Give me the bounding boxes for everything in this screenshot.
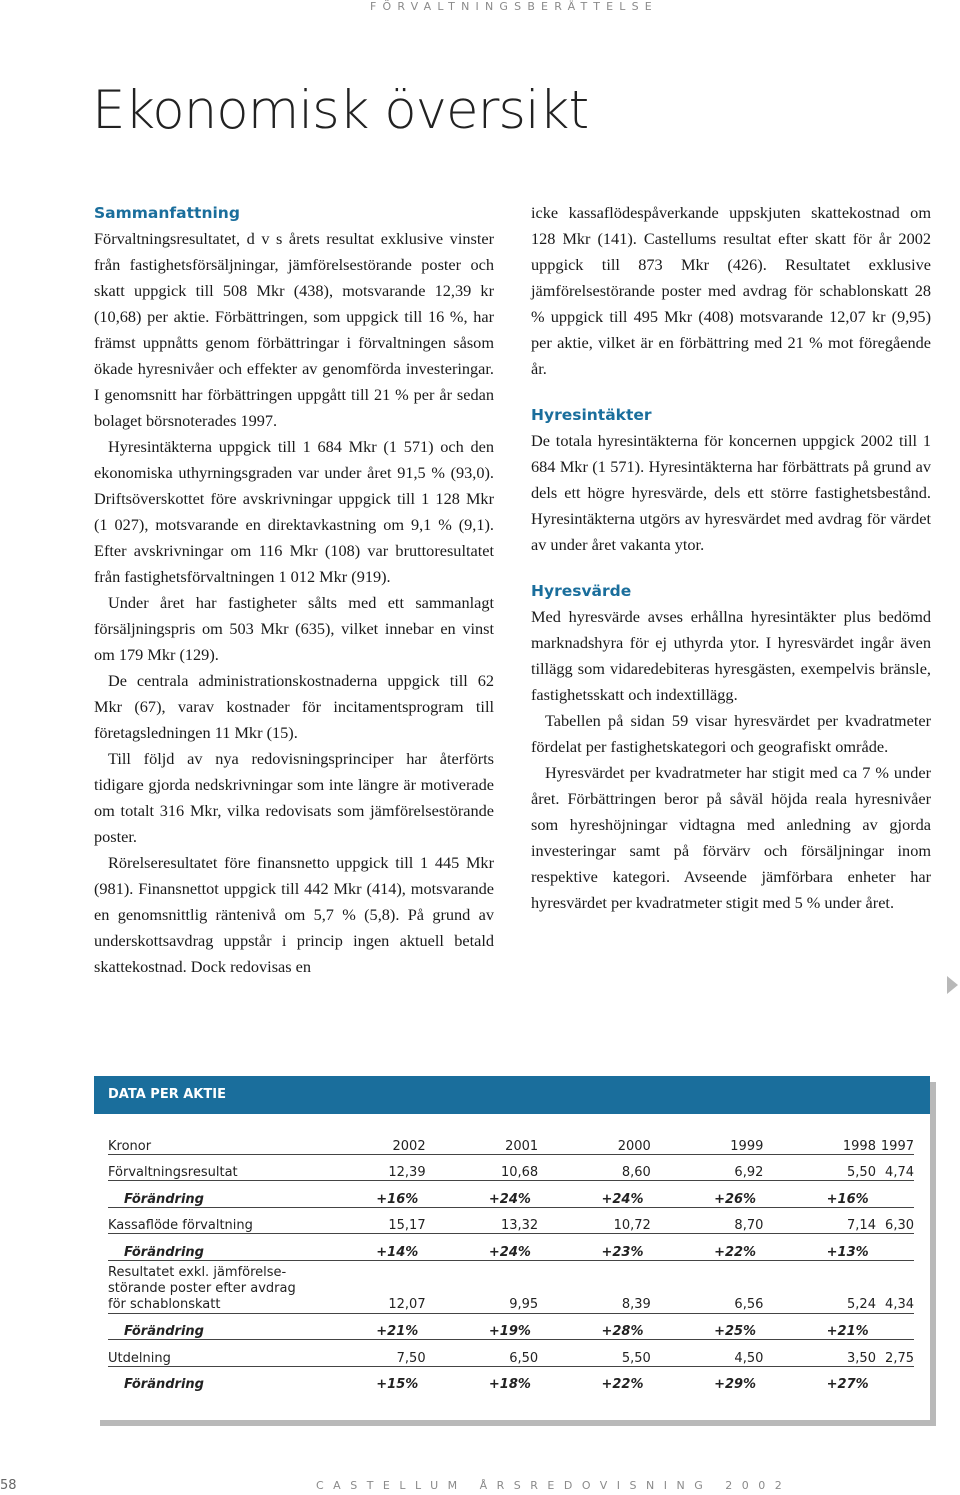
left-column: [94, 200, 494, 980]
table-cell: 13,32: [426, 1207, 539, 1234]
table-cell: 15,17: [313, 1207, 426, 1234]
section-heading-hyresintakter: Hyresintäkter: [531, 406, 652, 424]
table-cell: +21%: [763, 1313, 876, 1340]
table-cell: +29%: [714, 1377, 757, 1392]
paragraph: Med hyresvärde avses erhållna hyresintäkter plus bedömd marknadshyra för ej uthyrda ytor. I hyresvärdet ingår även tillägg som vidaredebiteras hyresgästen, exempelvis bränsle, fastighetsskatt och indextillägg.: [531, 607, 931, 704]
row-label-line: störande poster efter avdrag: [108, 1280, 296, 1296]
next-page-arrow-icon: [947, 976, 958, 994]
row-label-line: för schablonskatt: [108, 1296, 221, 1312]
paragraph: Under året har fastigheter sålts med ett sammanlagt försäljningspris om 503 Mkr (635), vilket innebar en vinst om 179 Mkr (129).: [94, 593, 494, 664]
table-cell: 6,50: [426, 1340, 539, 1367]
table-cell: +26%: [651, 1181, 764, 1208]
table-row-change: [108, 1234, 914, 1261]
table-cell: 10,68: [426, 1154, 539, 1181]
table-cell: 7,14: [763, 1207, 876, 1234]
paragraph: Till följd av nya redovisningsprinciper har återförts tidigare gjorda nedskrivningar som inte längre är motiverade om totalt 316 Mkr, vilka redovisats som jämförelsestörande poster.: [94, 749, 494, 846]
table-header-cell: 2000: [538, 1128, 651, 1154]
table-row: [108, 1207, 914, 1234]
table-cell: 6,30: [876, 1207, 914, 1234]
table-row: [108, 1260, 914, 1313]
table-cell: +15%: [376, 1377, 419, 1392]
table-cell: +22%: [601, 1377, 644, 1392]
table-cell: 8,70: [651, 1207, 764, 1234]
table-title: DATA PER AKTIE: [94, 1076, 930, 1114]
paragraph: De centrala administrationskostnaderna uppgick till 62 Mkr (67), varav kostnader för incitamentsprogram till företagsledningen 11 Mkr (15).: [94, 671, 494, 742]
section-header: FÖRVALTNINGSBERÄTTELSE: [370, 0, 658, 13]
paragraph: Förvaltningsresultatet, d v s årets resultat exklusive vinster från fastighetsförsäljningar, jämförelsestörande poster och skatt uppgick till 508 Mkr (438), motsvarande 12,39 kr (10,68) per aktie. Förbättringen, som uppgick till 16 %, har främst uppnåtts genom förbättringar i förvaltningen såsom ökade hyresnivåer och effekter av genomförda investeringar. I genomsnitt har förbättringen uppgått till 21 % per år sedan bolaget börsnoterades 1997.: [94, 229, 494, 430]
row-label-line: Resultatet exkl. jämförelse-: [108, 1264, 287, 1280]
paragraph: Rörelseresultatet före finansnetto uppgick till 1 445 Mkr (981). Finansnettot uppgick till 442 Mkr (414), motsvarande en genomsnittlig räntenivå om 5,7 % (5,8). På grund av underskottsavdrag uppstår i princip ingen aktuell betald skattekostnad. Dock redovisas en: [94, 853, 494, 976]
table-cell: +16%: [313, 1181, 426, 1208]
table-cell: 6,56: [651, 1260, 764, 1313]
table-cell: 8,39: [538, 1260, 651, 1313]
table-cell: +22%: [651, 1234, 764, 1261]
row-label: Förvaltningsresultat: [108, 1154, 313, 1181]
table-cell: 5,50: [538, 1340, 651, 1367]
page-number: 58: [0, 1478, 17, 1493]
row-label: Förändring: [108, 1181, 313, 1208]
table-cell: 8,60: [538, 1154, 651, 1181]
footer-publication: CASTELLUM ÅRSREDOVISNING 2002: [316, 1479, 792, 1492]
table-row-change: [108, 1366, 914, 1392]
row-label: Förändring: [108, 1234, 313, 1261]
table-cell: 3,50: [763, 1340, 876, 1367]
table-header-cell: 2001: [426, 1128, 539, 1154]
table-cell: +18%: [488, 1377, 531, 1392]
table-cell: 12,39: [313, 1154, 426, 1181]
right-column: [531, 200, 931, 916]
table-cell: +14%: [313, 1234, 426, 1261]
table-cell: +23%: [538, 1234, 651, 1261]
table-row: [108, 1154, 914, 1181]
table-header-cell: 2002: [313, 1128, 426, 1154]
paragraph: Tabellen på sidan 59 visar hyresvärdet per kvadratmeter fördelat per fastighetskategori och geografiskt område.: [531, 711, 931, 756]
table-cell: 6,92: [651, 1154, 764, 1181]
table-cell: +19%: [426, 1313, 539, 1340]
row-label: Förändring: [108, 1313, 313, 1340]
table-cell: +13%: [763, 1234, 876, 1261]
table-cell: 4,50: [651, 1340, 764, 1367]
table-cell: 2,75: [876, 1340, 914, 1367]
paragraph: Hyresintäkterna uppgick till 1 684 Mkr (1 571) och den ekonomiska uthyrningsgraden var under året 91,5 % (93,0). Driftsöverskottet före avskrivningar uppgick till 1 128 Mkr (1 027), motsvarande en direktavkastning om 9,1 % (9,1). Efter avskrivningar om 116 Mkr (108) var bruttoresultatet från fastighetsförvaltningen 1 012 Mkr (919).: [94, 437, 494, 586]
paragraph: icke kassaflödespåverkande uppskjuten skattekostnad om 128 Mkr (141). Castellums resultat efter skatt för år 2002 uppgick till 873 Mkr (426). Resultatet exklusive jämförelsestörande poster med avdrag för schablonskatt 28 % uppgick till 495 Mkr (408) motsvarande 12,07 kr (9,95) per aktie, vilket är en förbättring med 21 % mot föregående år.: [531, 203, 931, 378]
table-row-change: [108, 1181, 914, 1208]
table-cell: 7,50: [313, 1340, 426, 1367]
table-header-cell: 1999: [651, 1128, 764, 1154]
table-header-row: [108, 1128, 914, 1154]
data-per-aktie-table-box: [94, 1076, 930, 1420]
table-row-change: [108, 1313, 914, 1340]
data-per-aktie-table: [108, 1128, 914, 1392]
table-header-cell: 1997: [876, 1128, 914, 1154]
table-cell: 4,74: [876, 1154, 914, 1181]
table-cell: +25%: [651, 1313, 764, 1340]
table-cell: +27%: [826, 1377, 869, 1392]
table-cell: +24%: [538, 1181, 651, 1208]
row-label: Utdelning: [108, 1340, 313, 1367]
table-cell: 4,34: [876, 1260, 914, 1313]
row-label: [108, 1260, 313, 1313]
table-row: [108, 1340, 914, 1367]
table-cell: 9,95: [426, 1260, 539, 1313]
table-header-cell: Kronor: [108, 1128, 313, 1154]
section-heading-hyresvarde: Hyresvärde: [531, 582, 632, 600]
table-cell: 10,72: [538, 1207, 651, 1234]
row-label: Kassaflöde förvaltning: [108, 1207, 313, 1234]
table-cell: 5,50: [763, 1154, 876, 1181]
table-header-cell: 1998: [763, 1128, 876, 1154]
page-title: Ekonomisk översikt: [92, 80, 589, 141]
table-cell: 5,24: [763, 1260, 876, 1313]
table-cell: +16%: [763, 1181, 876, 1208]
table-cell: +24%: [426, 1181, 539, 1208]
table-cell: +21%: [313, 1313, 426, 1340]
table-cell: +24%: [426, 1234, 539, 1261]
section-heading-sammanfattning: Sammanfattning: [94, 204, 240, 222]
table-cell: 12,07: [313, 1260, 426, 1313]
table-cell: +28%: [538, 1313, 651, 1340]
paragraph: De totala hyresintäkterna för koncernen uppgick 2002 till 1 684 Mkr (1 571). Hyresintäkterna har förbättrats på grund av dels ett högre hyresvärde, dels ett större fastighetsbestånd. Hyresintäkterna utgörs av hyresvärdet med avdrag för värdet av under året vakanta ytor.: [531, 431, 931, 554]
paragraph: Hyresvärdet per kvadratmeter har stigit med ca 7 % under året. Förbättringen beror på såväl höjda reala hyresnivåer som hyreshöjningar vidtagna med anledning av gjorda investeringar samt på förvärv och försäljningar inom respektive kategori. Avseende jämförbara enheter har hyresvärdet per kvadratmeter stigit med 5 % under året.: [531, 763, 931, 912]
row-label: Förändring: [124, 1377, 204, 1392]
